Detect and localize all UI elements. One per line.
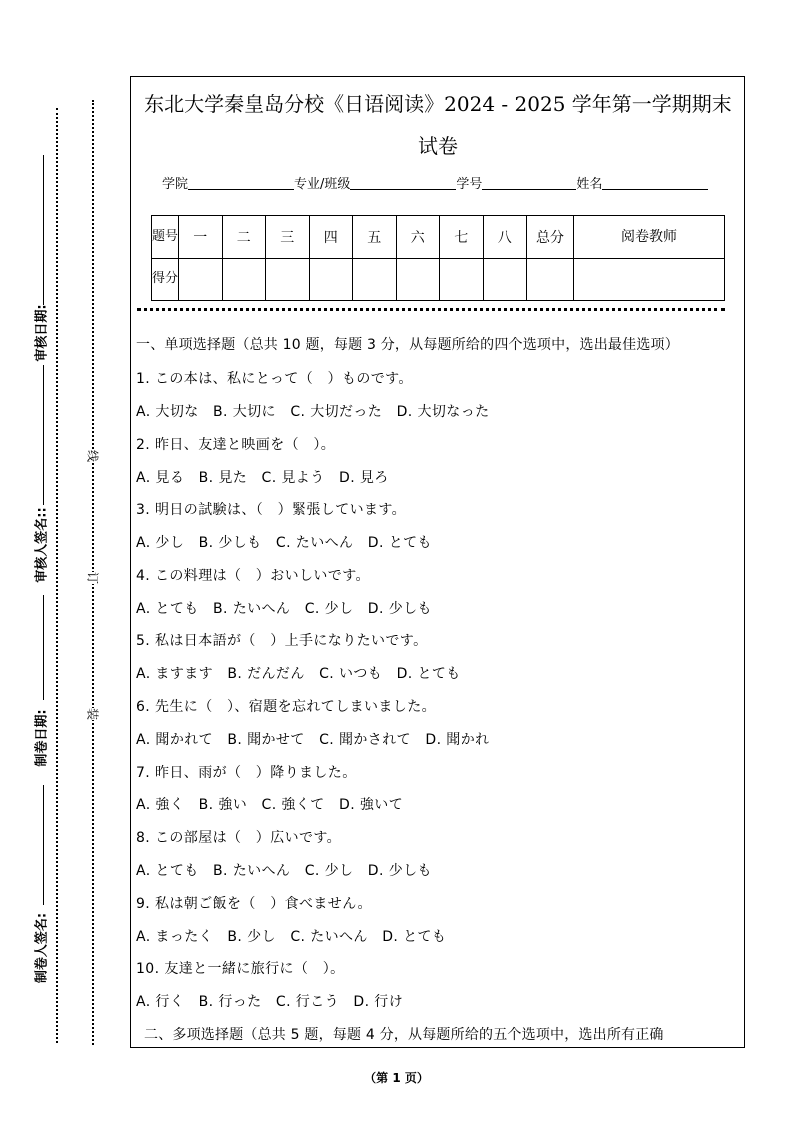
score-table-score-row — [152, 258, 725, 301]
header-cell-title: 题号 — [152, 216, 179, 259]
header-cell: 四 — [309, 216, 353, 259]
header-cell: 三 — [266, 216, 310, 259]
header-cell: 二 — [222, 216, 266, 259]
outer-dotted-line — [56, 108, 58, 1043]
student-info-row — [162, 173, 708, 192]
score-cell[interactable] — [353, 258, 397, 301]
section1-heading: 一、单项选择题（总共 10 题，每题 3 分，从每题所给的四个选项中，选出最佳选项） — [136, 337, 679, 353]
score-cell-total[interactable] — [527, 258, 574, 301]
score-table — [151, 215, 725, 301]
options-5: A. ますます B. だんだん C. いつも D. とても — [136, 666, 461, 682]
header-cell: 五 — [353, 216, 397, 259]
section2-heading: 二、多项选择题（总共 5 题，每题 4 分，从每题所给的五个选项中，选出所有正确 — [144, 1027, 664, 1043]
options-4: A. とても B. たいへん C. 少し D. 少しも — [136, 601, 432, 617]
bind-mark-order: 订 — [84, 572, 103, 584]
exam-title: 东北大学秦皇岛分校《日语阅读》2024 - 2025 学年第一学期期末 — [144, 92, 732, 116]
exam-title-line2: 试卷 — [418, 134, 458, 158]
prepare-date-label: 制卷日期: — [34, 709, 50, 767]
score-cell[interactable] — [483, 258, 527, 301]
question-9: 9. 私は朝ご飯を（ ）食べません。 — [136, 896, 372, 912]
page-number: （第 1 页） — [364, 1071, 429, 1085]
score-table-header-row — [152, 216, 725, 259]
prepare-date-line — [43, 595, 44, 700]
student-id-label: 学号 — [456, 177, 483, 192]
name-label: 姓名 — [576, 177, 603, 192]
review-date-label: 审核日期: — [34, 304, 50, 362]
preparer-signature-label: 制卷人签名: — [34, 912, 50, 984]
score-cell[interactable] — [266, 258, 310, 301]
score-cell[interactable] — [179, 258, 223, 301]
major-class-label: 专业/班级 — [294, 177, 351, 192]
reviewer-signature-line — [43, 365, 44, 505]
question-4: 4. この料理は（ ）おいしいです。 — [136, 568, 370, 584]
score-cell-title: 得分 — [152, 258, 179, 301]
review-date-line — [43, 155, 44, 305]
major-class-field[interactable] — [350, 177, 456, 190]
question-2: 2. 昨日、友達と映画を（ ）。 — [136, 437, 336, 453]
options-3: A. 少し B. 少しも C. たいへん D. とても — [136, 535, 432, 551]
name-field[interactable] — [602, 177, 708, 190]
options-10: A. 行く B. 行った C. 行こう D. 行け — [136, 994, 404, 1010]
header-cell-grader: 阅卷教师 — [574, 216, 725, 259]
question-7: 7. 昨日、雨が（ ）降りました。 — [136, 765, 357, 781]
bind-mark-line: 线 — [84, 450, 103, 462]
header-cell: 七 — [440, 216, 484, 259]
header-cell-total: 总分 — [527, 216, 574, 259]
student-id-field[interactable] — [482, 177, 576, 190]
score-cell-grader[interactable] — [574, 258, 725, 301]
score-cell[interactable] — [309, 258, 353, 301]
college-label: 学院 — [162, 177, 189, 192]
options-1: A. 大切な B. 大切に C. 大切だった D. 大切なった — [136, 404, 490, 420]
header-cell: 八 — [483, 216, 527, 259]
header-cell: 六 — [396, 216, 440, 259]
options-6: A. 聞かれて B. 聞かせて C. 聞かされて D. 聞かれ — [136, 732, 490, 748]
score-cell[interactable] — [396, 258, 440, 301]
score-cell[interactable] — [440, 258, 484, 301]
score-cell[interactable] — [222, 258, 266, 301]
question-1: 1. この本は、私にとって（ ）ものです。 — [136, 371, 413, 387]
question-5: 5. 私は日本語が（ ）上手になりたいです。 — [136, 633, 428, 649]
college-field[interactable] — [188, 177, 294, 190]
options-9: A. まったく B. 少し C. たいへん D. とても — [136, 929, 447, 945]
question-3: 3. 明日の試験は、（ ）緊張しています。 — [136, 502, 407, 518]
bind-mark-bind: 装 — [84, 708, 103, 720]
options-2: A. 見る B. 見た C. 見よう D. 見ろ — [136, 470, 389, 486]
question-8: 8. この部屋は（ ）広いです。 — [136, 830, 342, 846]
header-cell: 一 — [179, 216, 223, 259]
question-6: 6. 先生に（ ）、宿題を忘れてしまいました。 — [136, 699, 437, 715]
options-8: A. とても B. たいへん C. 少し D. 少しも — [136, 863, 432, 879]
reviewer-signature-label: 审核人签名:: — [34, 507, 50, 583]
dotted-separator — [137, 308, 725, 311]
options-7: A. 強く B. 強い C. 強くて D. 強いて — [136, 797, 404, 813]
question-10: 10. 友達と一緒に旅行に（ ）。 — [136, 961, 345, 977]
preparer-signature-line — [43, 785, 44, 905]
